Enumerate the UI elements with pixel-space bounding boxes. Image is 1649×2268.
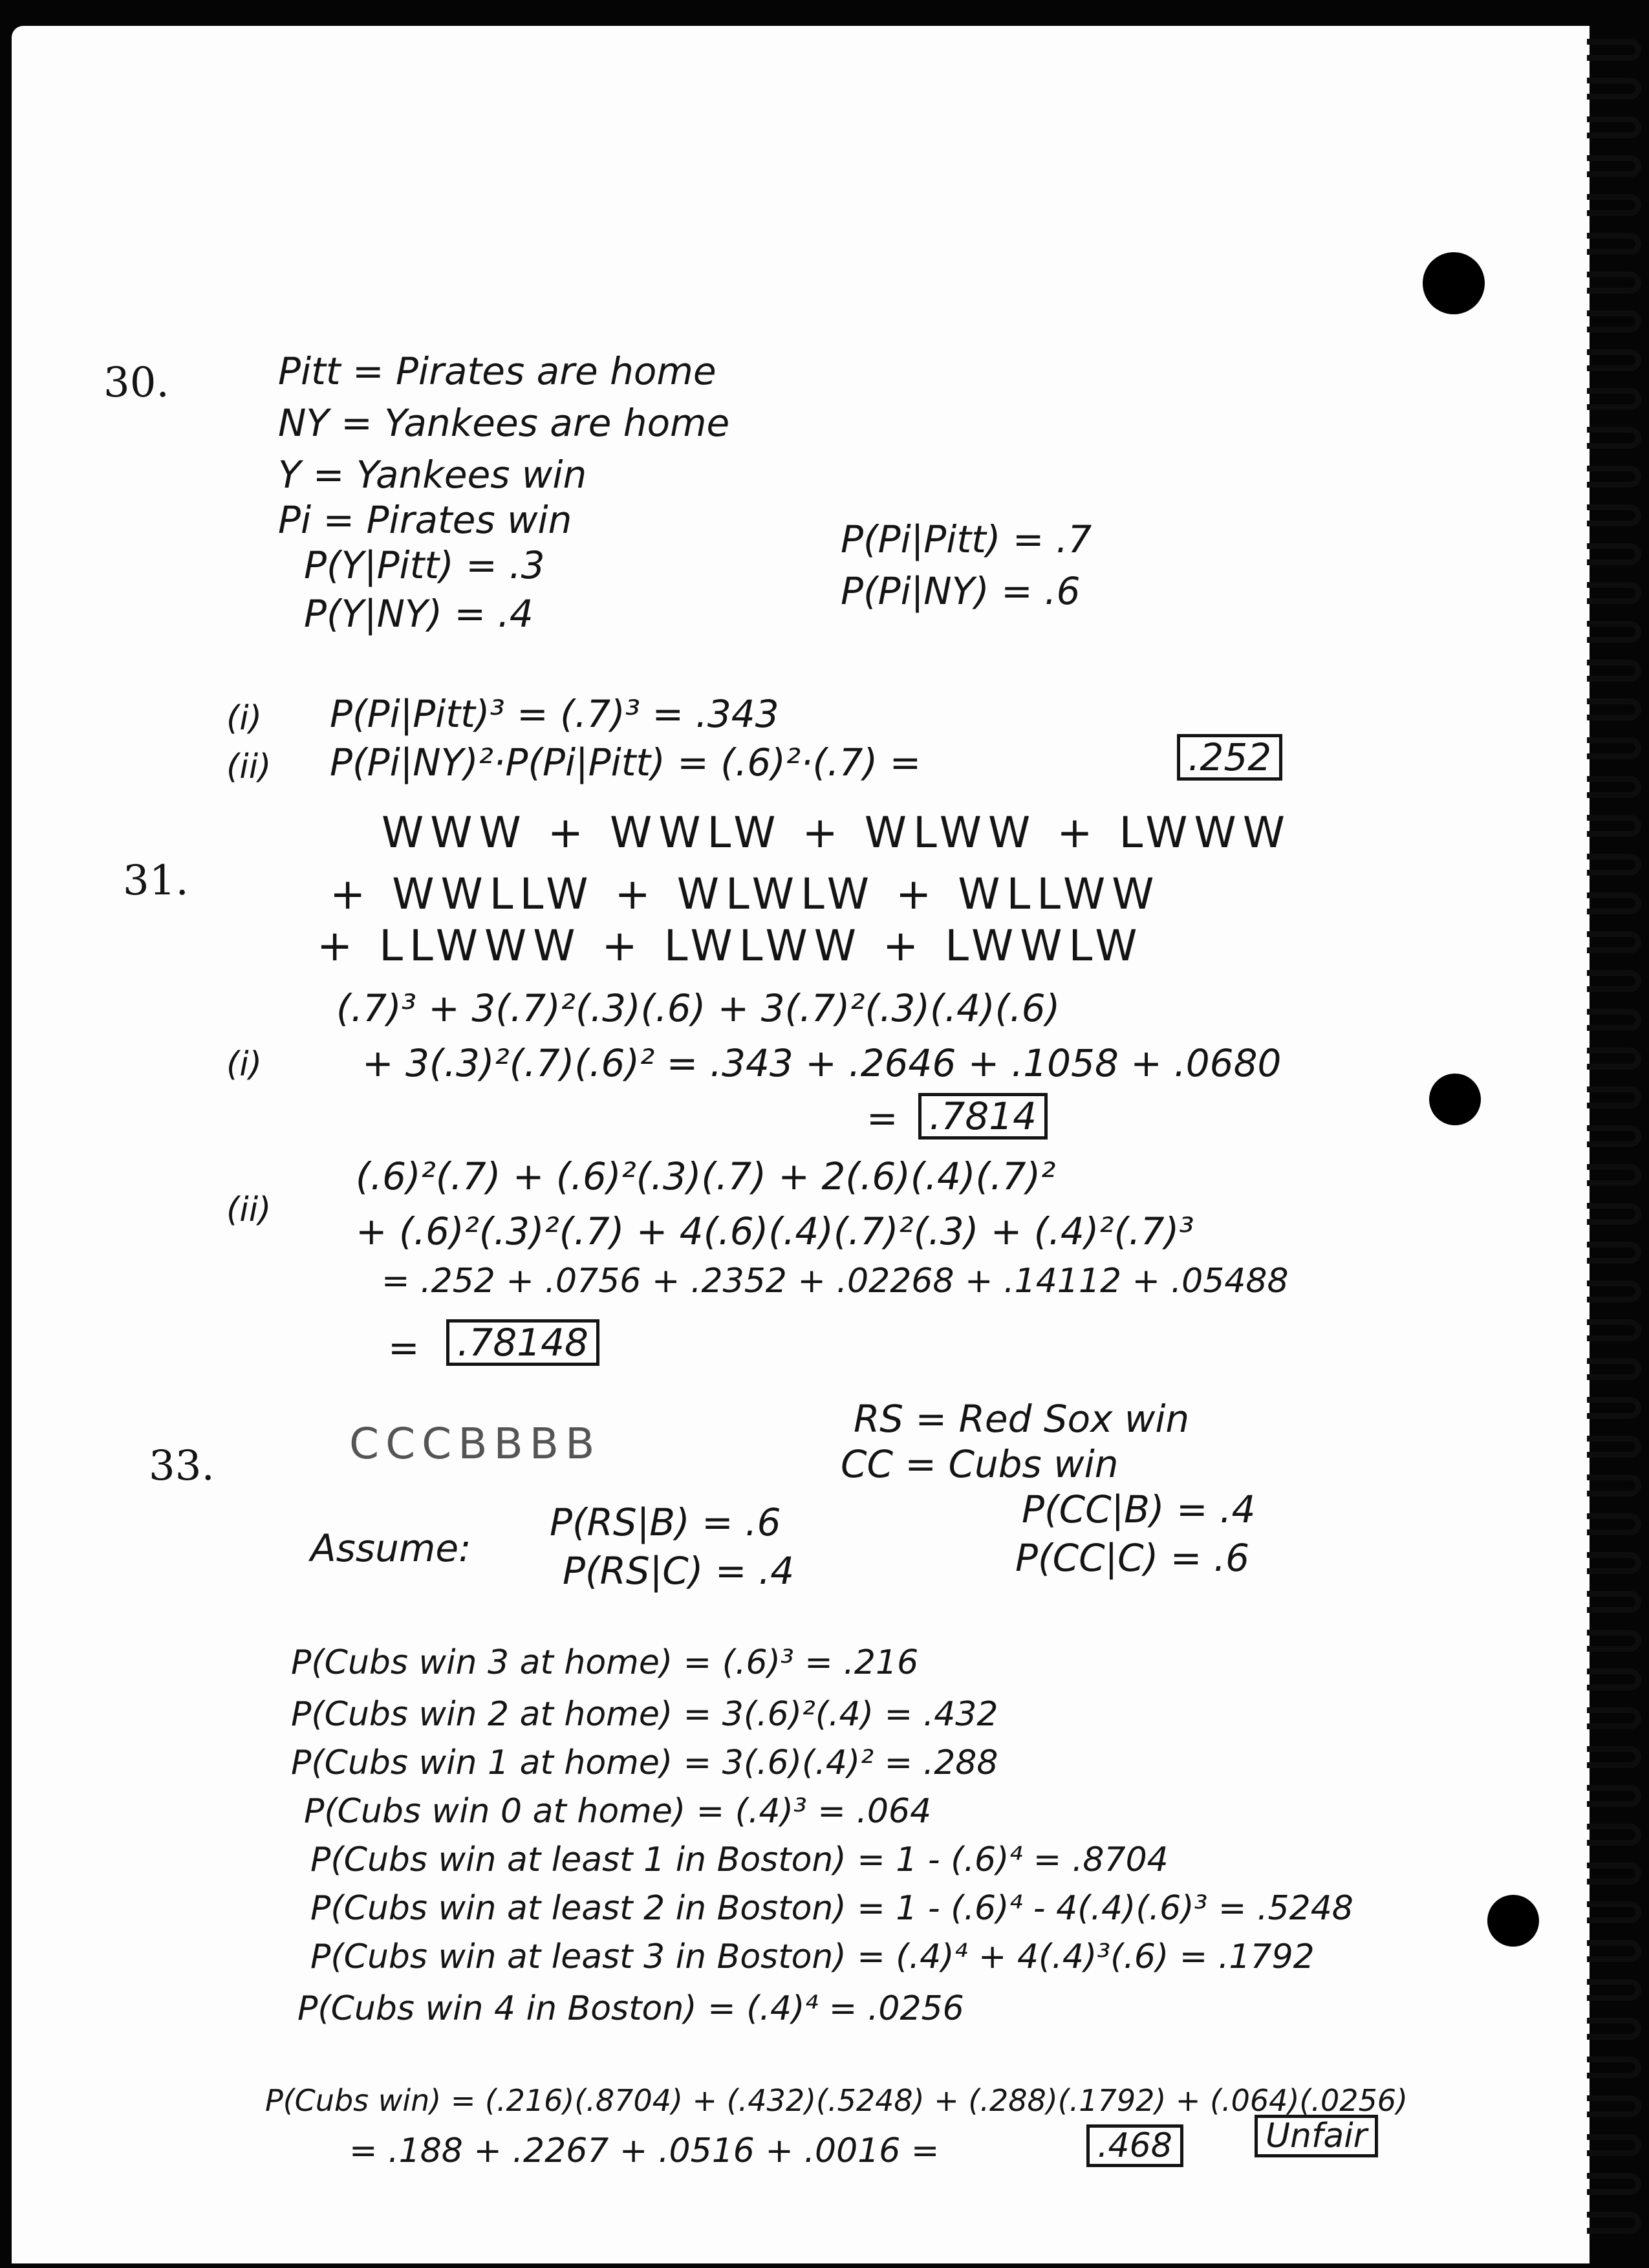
- spiral-coil: [1587, 1280, 1641, 1302]
- spiral-binding: [1578, 26, 1649, 2251]
- part-label: (i): [226, 699, 263, 738]
- spiral-coil: [1587, 854, 1641, 876]
- spiral-coil: [1587, 194, 1641, 216]
- spiral-coil: [1587, 504, 1641, 526]
- work-line: P(Cubs win at least 1 in Boston) = 1 - (.6)⁴ = .8704: [310, 1841, 1169, 1879]
- spiral-coil: [1587, 698, 1641, 720]
- spiral-coil: [1587, 2173, 1641, 2195]
- work-line: P(Pi|Pitt)³ = (.7)³ = .343: [330, 692, 779, 736]
- spiral-coil: [1587, 1164, 1641, 1186]
- spiral-coil: [1587, 1319, 1641, 1341]
- spiral-coil: [1587, 737, 1641, 759]
- spiral-coil: [1587, 1513, 1641, 1535]
- assume-label: Assume:: [310, 1526, 471, 1570]
- schedule: CCCBBBB: [349, 1419, 601, 1469]
- spiral-coil: [1587, 543, 1641, 565]
- spiral-coil: [1587, 582, 1641, 604]
- spiral-coil: [1587, 78, 1641, 100]
- verdict: Unfair: [1255, 2115, 1378, 2157]
- spiral-coil: [1587, 1242, 1641, 1264]
- problem-number: 33.: [149, 1442, 215, 1490]
- boxed-answer: .252: [1177, 734, 1282, 781]
- spiral-coil: [1587, 2134, 1641, 2156]
- boxed-answer: .7814: [918, 1093, 1048, 1139]
- work-line: (.7)³ + 3(.7)²(.3)(.6) + 3(.7)²(.3)(.4)(.6): [336, 986, 1061, 1030]
- answer-box: [1086, 2124, 1183, 2167]
- spiral-coil: [1587, 1979, 1641, 2001]
- work-line: P(Cubs win at least 2 in Boston) = 1 - (.6)⁴ - 4(.4)(.6)³ = .5248: [310, 1889, 1353, 1928]
- definition-line: NY = Yankees are home: [278, 401, 730, 445]
- spiral-coil: [1587, 1086, 1641, 1108]
- spiral-coil: [1587, 272, 1641, 294]
- sequence-line: + LLWWW + LWLWW + LWWLW: [317, 921, 1144, 971]
- spiral-coil: [1587, 931, 1641, 953]
- definition-line: Y = Yankees win: [278, 453, 587, 497]
- spiral-coil: [1587, 1125, 1641, 1147]
- answer-box: [918, 1093, 1048, 1139]
- spiral-coil: [1587, 310, 1641, 332]
- assumption-line: P(RS|B) = .6: [550, 1500, 781, 1544]
- work-line: + 3(.3)²(.7)(.6)² = .343 + .2646 + .1058 + .0680: [362, 1041, 1282, 1085]
- spiral-coil: [1587, 660, 1641, 682]
- probability-line: P(Pi|Pitt) = .7: [841, 517, 1092, 561]
- part-label: (ii): [226, 748, 272, 786]
- spiral-coil: [1587, 1203, 1641, 1225]
- answer-box: [446, 1319, 599, 1366]
- work-line: P(Cubs win 1 at home) = 3(.6)(.4)² = .288: [291, 1744, 998, 1782]
- work-line: P(Cubs win at least 3 in Boston) = (.4)⁴ + 4(.4)³(.6) = .1792: [310, 1938, 1315, 1976]
- spiral-coil: [1587, 388, 1641, 410]
- work-line: P(Cubs win 2 at home) = 3(.6)²(.4) = .432: [291, 1695, 998, 1734]
- definition-line: RS = Red Sox win: [854, 1397, 1190, 1441]
- boxed-answer: .78148: [446, 1319, 599, 1366]
- spiral-coil: [1587, 2212, 1641, 2234]
- spiral-coil: [1587, 1630, 1641, 1652]
- binder-hole: [1423, 252, 1485, 314]
- spiral-coil: [1587, 1863, 1641, 1885]
- spiral-coil: [1587, 1824, 1641, 1846]
- definition-line: Pi = Pirates win: [278, 498, 572, 542]
- work-line: P(Cubs win 4 in Boston) = (.4)⁴ = .0256: [297, 1989, 964, 2028]
- spiral-coil: [1587, 1552, 1641, 1574]
- spiral-coil: [1587, 39, 1641, 61]
- spiral-coil: [1587, 427, 1641, 449]
- problem-number: 31.: [123, 857, 189, 905]
- work-line: =: [867, 1096, 898, 1140]
- spiral-coil: [1587, 1591, 1641, 1613]
- work-line: P(Cubs win 0 at home) = (.4)³ = .064: [304, 1792, 932, 1831]
- sequence-line: + WWLLW + WLWLW + WLLWW: [330, 869, 1161, 919]
- spiral-coil: [1587, 1785, 1641, 1807]
- binder-hole: [1429, 1074, 1481, 1125]
- part-label: (ii): [226, 1191, 272, 1229]
- spiral-coil: [1587, 2095, 1641, 2117]
- spiral-coil: [1587, 1358, 1641, 1380]
- probability-line: P(Y|Pitt) = .3: [304, 543, 545, 587]
- verdict-box: [1255, 2115, 1378, 2157]
- work-line: = .252 + .0756 + .2352 + .02268 + .14112 + .05488: [382, 1262, 1289, 1301]
- spiral-coil: [1587, 1940, 1641, 1962]
- spiral-coil: [1587, 1707, 1641, 1729]
- probability-line: P(Pi|NY) = .6: [841, 569, 1081, 613]
- spiral-coil: [1587, 466, 1641, 488]
- work-line: P(Cubs win 3 at home) = (.6)³ = .216: [291, 1643, 919, 1682]
- spiral-coil: [1587, 1009, 1641, 1031]
- work-line: P(Cubs win) = (.216)(.8704) + (.432)(.5248) + (.288)(.1792) + (.064)(.0256): [265, 2083, 1408, 2118]
- assumption-line: P(RS|C) = .4: [563, 1549, 795, 1593]
- spiral-coil: [1587, 1048, 1641, 1070]
- work-line: (.6)²(.7) + (.6)²(.3)(.7) + 2(.6)(.4)(.7)²: [356, 1154, 1056, 1198]
- definition-line: Pitt = Pirates are home: [278, 349, 717, 393]
- spiral-coil: [1587, 349, 1641, 371]
- probability-line: P(Y|NY) = .4: [304, 592, 534, 636]
- spiral-coil: [1587, 1397, 1641, 1419]
- spiral-coil: [1587, 155, 1641, 177]
- assumption-line: P(CC|C) = .6: [1015, 1536, 1250, 1580]
- spiral-coil: [1587, 233, 1641, 255]
- work-line: =: [388, 1326, 420, 1370]
- part-label: (i): [226, 1045, 263, 1084]
- spiral-coil: [1587, 2057, 1641, 2079]
- problem-number: 30.: [103, 359, 169, 407]
- sequence-line: WWW + WWLW + WLWW + LWWW: [382, 808, 1292, 858]
- spiral-coil: [1587, 1746, 1641, 1768]
- work-line: = .188 + .2267 + .0516 + .0016 =: [349, 2132, 940, 2170]
- spiral-coil: [1587, 1669, 1641, 1690]
- spiral-coil: [1587, 815, 1641, 837]
- spiral-coil: [1587, 2018, 1641, 2040]
- answer-box: [1177, 734, 1282, 781]
- spiral-coil: [1587, 970, 1641, 992]
- notebook-page: [12, 26, 1590, 2263]
- work-line: P(Pi|NY)²·P(Pi|Pitt) = (.6)²·(.7) =: [330, 740, 921, 784]
- binder-hole: [1487, 1895, 1539, 1947]
- work-line: + (.6)²(.3)²(.7) + 4(.6)(.4)(.7)²(.3) + (.4)²(.7)³: [356, 1209, 1194, 1253]
- spiral-coil: [1587, 1436, 1641, 1458]
- spiral-coil: [1587, 776, 1641, 798]
- spiral-coil: [1587, 892, 1641, 914]
- spiral-coil: [1587, 621, 1641, 643]
- spiral-coil: [1587, 1901, 1641, 1923]
- boxed-answer: .468: [1086, 2124, 1183, 2167]
- definition-line: CC = Cubs win: [841, 1442, 1119, 1486]
- spiral-coil: [1587, 1474, 1641, 1496]
- spiral-coil: [1587, 116, 1641, 138]
- assumption-line: P(CC|B) = .4: [1022, 1487, 1256, 1531]
